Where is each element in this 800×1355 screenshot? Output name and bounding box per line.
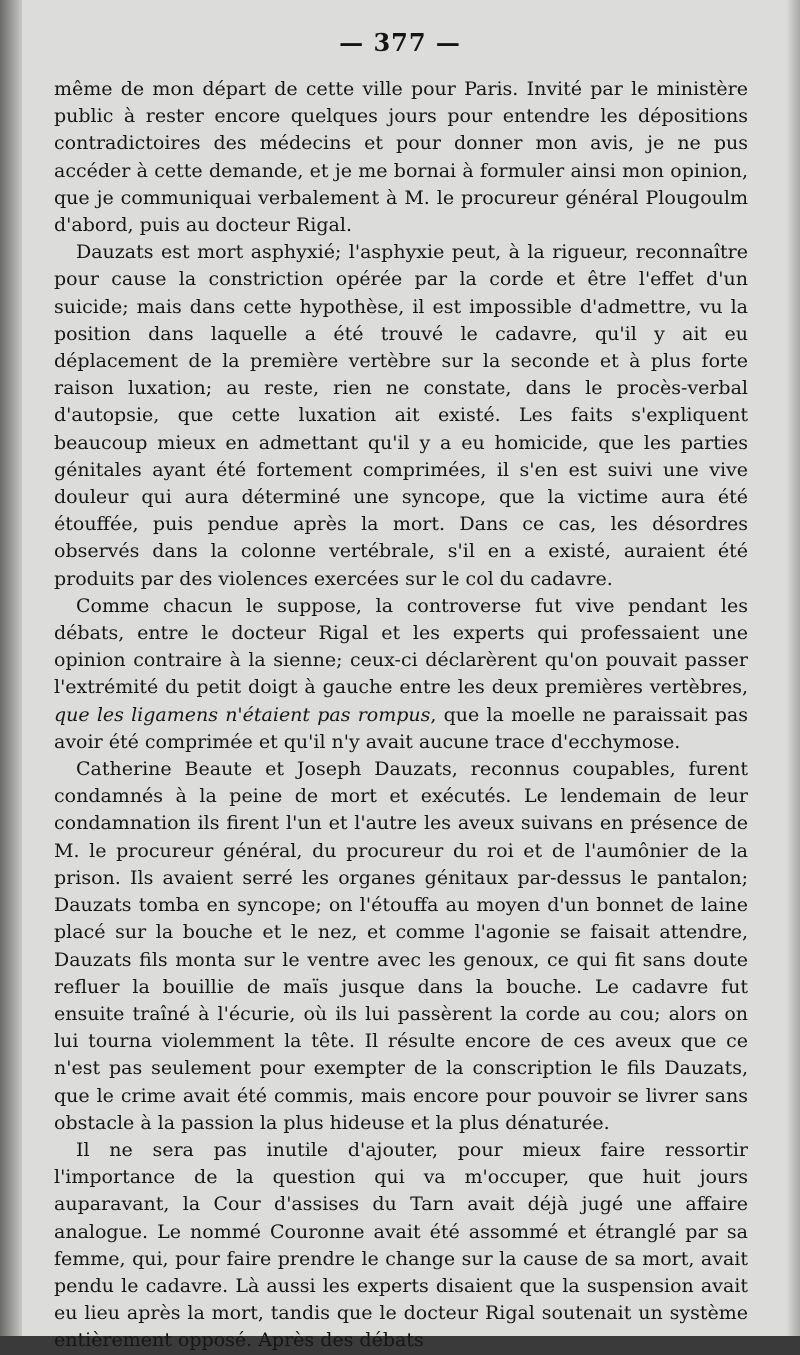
- paragraph-5: Il ne sera pas inutile d'ajouter, pour mieux faire ressortir l'importance de la question qui va m'occuper, que huit jours auparavant, la Cour d'assises du Tarn avait déjà jugé une affaire analogue. Le nommé Couronne avait été assommé et étranglé par sa femme, qui, pour faire prendre le change sur la cause de sa mort, avait pendu le cadavre. Là aussi les experts disaient que la suspension avait eu lieu après la mort, tandis que le docteur Rigal soutenait un système entièrement opposé. Après des débats: [54, 1138, 748, 1352]
- paragraph-3: [54, 593, 748, 756]
- paragraph-3-start: Comme chacun le suppose, la controverse fut vive pendant les débats, entre le docteur Rigal et les experts qui professaient une opinion contraire à la sienne; ceux-ci déclarèrent qu'on pouvait passer l'extrémité du petit doigt à gauche entre les deux premières vertèbres,: [54, 594, 748, 699]
- page-number: — 377 —: [339, 28, 461, 57]
- paragraph-2: Dauzats est mort asphyxié; l'asphyxie peut, à la rigueur, reconnaître pour cause la constriction opérée par la corde et être l'effet d'un suicide; mais dans cette hypothèse, il est impossible d'admettre, vu la position dans laquelle a été trouvé le cadavre, qu'il y ait eu déplacement de la première vertèbre sur la seconde et à plus forte raison luxation; au reste, rien ne constate, dans le procès-verbal d'autopsie, que cette luxation ait existé. Les faits s'expliquent beaucoup mieux en admettant qu'il y a eu homicide, que les parties génitales ayant été fortement comprimées, il s'en est suivi une vive douleur qui aura déterminé une syncope, que la victime aura été étouffée, puis pendue après la mort. Dans ce cas, les désordres observés dans la colonne vertébrale, s'il en a existé, auraient été produits par des violences exercées sur le col du cadavre.: [54, 241, 748, 590]
- body-text: [54, 76, 748, 1355]
- italic-quote: que les ligamens n'étaient pas rompus: [54, 703, 431, 726]
- paragraph-1: même de mon départ de cette ville pour Paris. Invité par le ministère public à rester encore quelques jours pour entendre les dépositions contradictoires des médecins et pour donner mon avis, je ne pus accéder à cette demande, et je me bornai à formuler ainsi mon opinion, que je communiquai verbalement à M. le procureur général Plougoulm d'abord, puis au docteur Rigal.: [54, 78, 748, 237]
- paragraph-4: Catherine Beaute et Joseph Dauzats, reconnus coupables, furent condamnés à la peine de mort et exécutés. Le lendemain de leur condamnation ils firent l'un et l'autre les aveux suivans en présence de M. le procureur général, du procureur du roi et de l'aumônier de la prison. Ils avaient serré les organes génitaux par-dessus le pantalon; Dauzats tomba en syncope; on l'étouffa au moyen d'un bonnet de laine placé sur la bouche et le nez, et comme l'agonie se faisait attendre, Dauzats fils monta sur le ventre avec les genoux, ce qui fit sans doute refluer la bouillie de maïs jusque dans la bouche. Le cadavre fut ensuite traîné à l'écurie, où ils lui passèrent la corde au cou; alors on lui tourna violemment la tête. Il résulte encore de ces aveux que ce n'est pas seulement pour exempter de la conscription le fils Dauzats, que le crime avait été commis, mais encore pour pouvoir se livrer sans obstacle à la passion la plus hideuse et la plus dénaturée.: [54, 758, 748, 1134]
- paragraph-3-end: , que la moelle ne paraissait pas avoir été comprimée et qu'il n'y avait aucune trace d'ecchymose.: [54, 703, 748, 753]
